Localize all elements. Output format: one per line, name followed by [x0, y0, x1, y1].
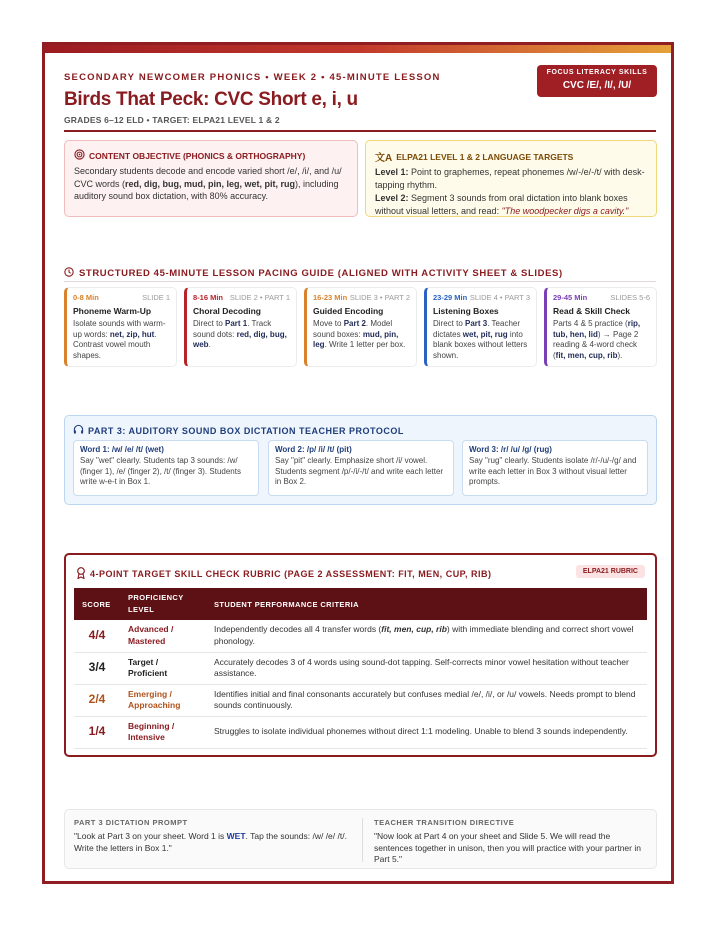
- rubric-criteria: Identifies initial and final consonants accurately but confuses medial /e/, /i/, or /u/ vowels. Needs prompt to blend sounds continuously.: [206, 684, 647, 716]
- pacing-step-3: [304, 287, 417, 367]
- elpa-level-2: Level 2: Segment 3 sounds from oral dictation into blank boxes without visual letters, and read: "The woodpecker digs a cavity.": [375, 193, 629, 216]
- step-description: Direct to Part 3. Teacher dictates wet, pit, rug into blank boxes without letters shown.: [433, 319, 528, 360]
- rubric-score: 3/4: [74, 652, 120, 684]
- step-name: Guided Encoding: [313, 306, 384, 316]
- translate-icon: 文A: [375, 153, 393, 164]
- page-subtitle: GRADES 6–12 ELD • TARGET: ELPA21 LEVEL 1 & 2: [64, 115, 280, 125]
- rubric-row: [74, 620, 647, 652]
- lesson-sheet: [42, 42, 674, 884]
- rubric-card: [64, 553, 657, 757]
- rubric-tag: ELPA21 RUBRIC: [576, 565, 645, 578]
- rubric-level: Target / Proficient: [120, 652, 206, 684]
- step-name: Read & Skill Check: [553, 306, 631, 316]
- rubric-criteria: Struggles to isolate individual phonemes without direct 1:1 modeling. Unable to blend 3 sounds independently.: [206, 716, 647, 748]
- focus-label: FOCUS LITERACY SKILLS: [546, 69, 648, 76]
- elpa-targets-card: [365, 140, 657, 217]
- focus-value: CVC /E/, /I/, /U/: [562, 80, 632, 91]
- col-score: SCORE: [74, 588, 120, 620]
- headphones-icon: [73, 424, 84, 437]
- rubric-row: [74, 684, 647, 716]
- rubric-score: 2/4: [74, 684, 120, 716]
- page-title: Birds That Peck: CVC Short e, i, u: [64, 89, 358, 110]
- elpa-level-1: Level 1: Point to graphemes, repeat phonemes /w/-/e/-/t/ with desk-tapping rhythm.: [375, 167, 645, 190]
- step-minutes: 0-8 Min: [73, 293, 99, 302]
- rubric-criteria: Accurately decodes 3 of 4 words using sound-dot tapping. Self-corrects minor vowel hesitation without teacher assistance.: [206, 652, 647, 684]
- header-divider: [64, 130, 656, 132]
- step-description: Parts 4 & 5 practice (rip, tub, hen, lid) → Page 2 reading & 4-word check (fit, men, cup, rib).: [553, 319, 641, 360]
- rubric-heading: 4-POINT TARGET SKILL CHECK RUBRIC (PAGE 2 ASSESSMENT: FIT, MEN, CUP, RIB): [90, 569, 492, 579]
- step-slide: SLIDES 5-6: [610, 293, 650, 302]
- col-level: PROFICIENCY LEVEL: [120, 588, 206, 620]
- target-icon: [74, 149, 85, 162]
- content-objective-card: [64, 140, 358, 217]
- step-slide: SLIDE 1: [142, 293, 170, 302]
- step-name: Choral Decoding: [193, 306, 262, 316]
- word-card-1: Word 1: /w/ /e/ /t/ (wet) Say "wet" clearly. Students tap 3 sounds: /w/ (finger 1), /e/ (finger 2), /t/ (finger 3). Students write w-e-t in Box 1.: [73, 440, 259, 496]
- content-objective-heading: CONTENT OBJECTIVE (PHONICS & ORTHOGRAPHY): [89, 150, 306, 161]
- part3-protocol-card: [64, 415, 657, 505]
- pacing-rule: [64, 281, 656, 282]
- pacing-heading: STRUCTURED 45-MINUTE LESSON PACING GUIDE (ALIGNED WITH ACTIVITY SHEET & SLIDES): [64, 267, 563, 280]
- footer-divider: [362, 818, 363, 862]
- pacing-step-4: [424, 287, 537, 367]
- award-icon: [76, 567, 86, 581]
- rubric-row: [74, 716, 647, 748]
- step-description: Move to Part 2. Model sound boxes: mud, pin, leg. Write 1 letter per box.: [313, 319, 406, 349]
- pacing-step-5: [544, 287, 657, 367]
- rubric-score: 4/4: [74, 620, 120, 652]
- step-minutes: 16-23 Min: [313, 293, 348, 302]
- eyebrow: SECONDARY NEWCOMER PHONICS • WEEK 2 • 45-MINUTE LESSON: [64, 72, 441, 83]
- rubric-criteria: Independently decodes all 4 transfer words (fit, men, cup, rib) with immediate blending and correct short vowel phonology.: [206, 620, 647, 652]
- dictation-prompt: PART 3 DICTATION PROMPT "Look at Part 3 on your sheet. Word 1 is WET. Tap the sounds: /w/ /e/ /t/. Write the letters in Box 1.": [74, 818, 347, 853]
- step-minutes: 29-45 Min: [553, 293, 588, 302]
- rubric-score: 1/4: [74, 716, 120, 748]
- pacing-step-2: [184, 287, 297, 367]
- step-minutes: 23-29 Min: [433, 293, 468, 302]
- top-accent-bar: [45, 45, 671, 53]
- step-minutes: 8-16 Min: [193, 293, 224, 302]
- rubric-row: [74, 652, 647, 684]
- rubric-level: Beginning / Intensive: [120, 716, 206, 748]
- focus-badge: [537, 65, 657, 97]
- rubric-table: [74, 588, 647, 749]
- part3-heading: PART 3: AUDITORY SOUND BOX DICTATION TEACHER PROTOCOL: [88, 425, 404, 436]
- rubric-level: Advanced / Mastered: [120, 620, 206, 652]
- step-description: Direct to Part 1. Track sound dots: red, dig, bug, web.: [193, 319, 287, 349]
- step-slide: SLIDE 4 • PART 3: [469, 293, 530, 302]
- word-card-2: Word 2: /p/ /i/ /t/ (pit) Say "pit" clearly. Emphasize short /i/ vowel. Students segment /p/-/i/-/t/ and write each letter in Box 2.: [268, 440, 454, 496]
- step-slide: SLIDE 3 • PART 2: [349, 293, 410, 302]
- pacing-step-1: [64, 287, 177, 367]
- content-objective-text: Secondary students decode and encode varied short /e/, /i/, and /u/ CVC words (red, dig, bug, mud, pin, leg, wet, pit, rug), including auditory sound box dictation, with 80% accuracy.: [74, 166, 342, 201]
- step-name: Phoneme Warm-Up: [73, 306, 152, 316]
- word-card-3: Word 3: /r/ /u/ /g/ (rug) Say "rug" clearly. Students isolate /r/-/u/-/g/ and write each letter in Box 3 without visual letter prompts.: [462, 440, 648, 496]
- step-name: Listening Boxes: [433, 306, 499, 316]
- clock-icon: [64, 267, 74, 280]
- transition-directive: TEACHER TRANSITION DIRECTIVE "Now look at Part 4 on your sheet and Slide 5. We will read the sentences together in unison, then you will practice with your partner in Part 5.": [374, 818, 641, 864]
- step-description: Isolate sounds with warm-up words: net, zip, hut. Contrast vowel mouth shapes.: [73, 319, 166, 360]
- col-criteria: STUDENT PERFORMANCE CRITERIA: [206, 588, 647, 620]
- rubric-level: Emerging / Approaching: [120, 684, 206, 716]
- step-slide: SLIDE 2 • PART 1: [229, 293, 290, 302]
- footer-card: [64, 809, 657, 869]
- elpa-heading: ELPA21 LEVEL 1 & 2 LANGUAGE TARGETS: [396, 151, 574, 162]
